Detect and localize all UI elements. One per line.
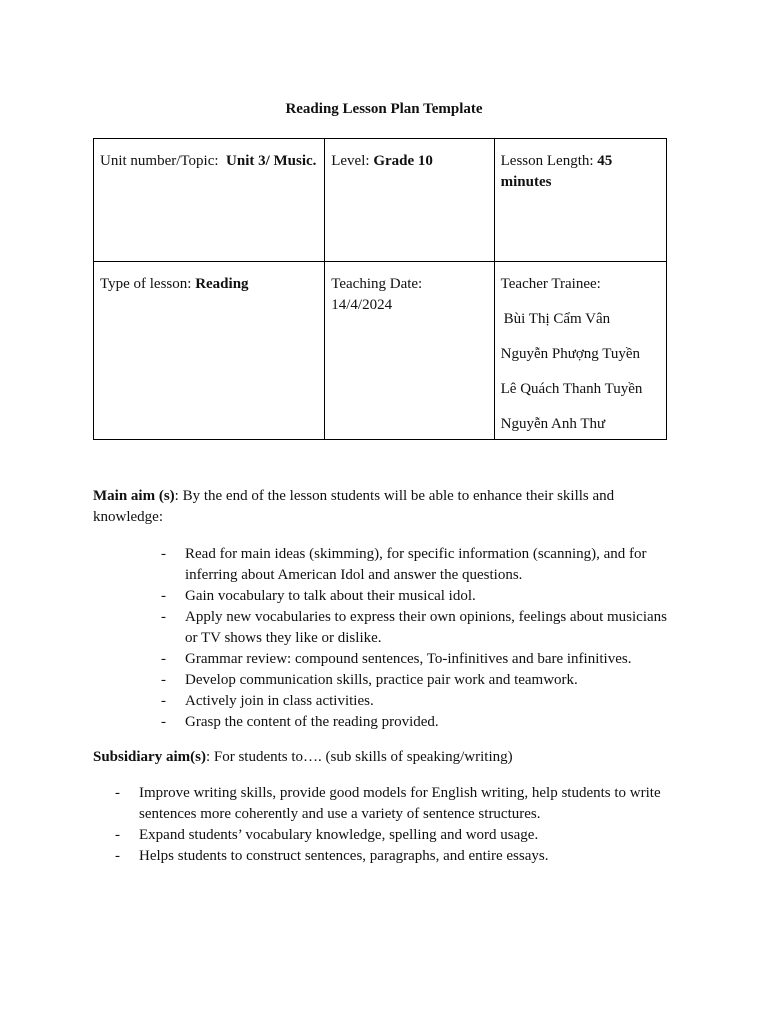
level-cell	[325, 139, 494, 262]
list-item	[93, 825, 673, 846]
table-row	[94, 262, 667, 440]
bullet-dash: -	[161, 672, 166, 688]
bullet-dash: -	[161, 546, 166, 562]
list-item	[93, 607, 673, 649]
length-cell	[494, 139, 666, 262]
list-item-text: Helps students to construct sentences, paragraphs, and entire essays.	[139, 848, 549, 864]
bullet-dash: -	[161, 693, 166, 709]
bullet-dash: -	[161, 714, 166, 730]
trainee-name: Nguyễn Phượng Tuyền	[500, 346, 641, 362]
lesson-info-table	[93, 138, 667, 440]
list-item	[93, 846, 673, 867]
main-aim-paragraph	[93, 486, 673, 528]
list-item	[93, 670, 673, 691]
bullet-dash: -	[161, 609, 166, 625]
trainee-cell	[494, 262, 666, 440]
list-item	[93, 586, 673, 607]
subsidiary-aim-list	[93, 783, 673, 867]
list-item-text: Develop communication skills, practice pair work and teamwork.	[185, 672, 578, 688]
document-title: Reading Lesson Plan Template	[285, 101, 483, 117]
main-aim-list	[93, 544, 673, 733]
bullet-dash: -	[115, 848, 120, 864]
list-item	[93, 783, 673, 825]
length-value: 45 minutes	[500, 153, 613, 190]
aims-section	[93, 486, 673, 867]
unit-value: Unit 3/ Music.	[226, 153, 317, 169]
type-label: Type of lesson:	[100, 276, 192, 292]
date-value: 14/4/2024	[331, 297, 393, 313]
list-item-text: Gain vocabulary to talk about their musical idol.	[185, 588, 476, 604]
list-item-text: Improve writing skills, provide good models for English writing, help students to write sentences more coherently and use a variety of sentence structures.	[139, 785, 661, 822]
trainee-name: Bùi Thị Cẩm Vân	[503, 311, 611, 327]
list-item-text: Grasp the content of the reading provided.	[185, 714, 439, 730]
subsidiary-aim-paragraph	[93, 747, 673, 768]
list-item	[93, 544, 673, 586]
trainee-name: Nguyễn Anh Thư	[500, 416, 606, 432]
subsidiary-aim-label: Subsidiary aim(s)	[93, 749, 206, 765]
type-cell	[94, 262, 325, 440]
trainee-label: Teacher Trainee:	[500, 276, 601, 292]
date-cell	[325, 262, 494, 440]
length-label: Lesson Length:	[500, 153, 594, 169]
bullet-dash: -	[161, 588, 166, 604]
bullet-dash: -	[161, 651, 166, 667]
list-item-text: Read for main ideas (skimming), for specific information (scanning), and for inferring about American Idol and answer the questions.	[185, 546, 647, 583]
subsidiary-aim-text: : For students to…. (sub skills of speaking/writing)	[205, 749, 513, 765]
main-aim-text: : By the end of the lesson students will be able to enhance their skills and knowledge:	[93, 488, 615, 525]
level-value: Grade 10	[373, 153, 433, 169]
table-row	[94, 139, 667, 262]
list-item-text: Actively join in class activities.	[185, 693, 374, 709]
list-item-text: Grammar review: compound sentences, To-infinitives and bare infinitives.	[185, 651, 632, 667]
list-item	[93, 712, 673, 733]
trainee-list	[501, 309, 660, 435]
bullet-dash: -	[115, 827, 120, 843]
unit-cell	[94, 139, 325, 262]
list-item-text: Expand students’ vocabulary knowledge, spelling and word usage.	[139, 827, 539, 843]
unit-label: Unit number/Topic:	[100, 153, 219, 169]
bullet-dash: -	[115, 785, 120, 801]
main-aim-label: Main aim (s)	[93, 488, 175, 504]
list-item	[93, 691, 673, 712]
trainee-name: Lê Quách Thanh Tuyền	[500, 381, 643, 397]
date-label: Teaching Date:	[331, 276, 423, 292]
type-value: Reading	[195, 276, 249, 292]
list-item-text: Apply new vocabularies to express their own opinions, feelings about musicians or TV shows they like or dislike.	[185, 609, 667, 646]
list-item	[93, 649, 673, 670]
level-label: Level:	[331, 153, 370, 169]
